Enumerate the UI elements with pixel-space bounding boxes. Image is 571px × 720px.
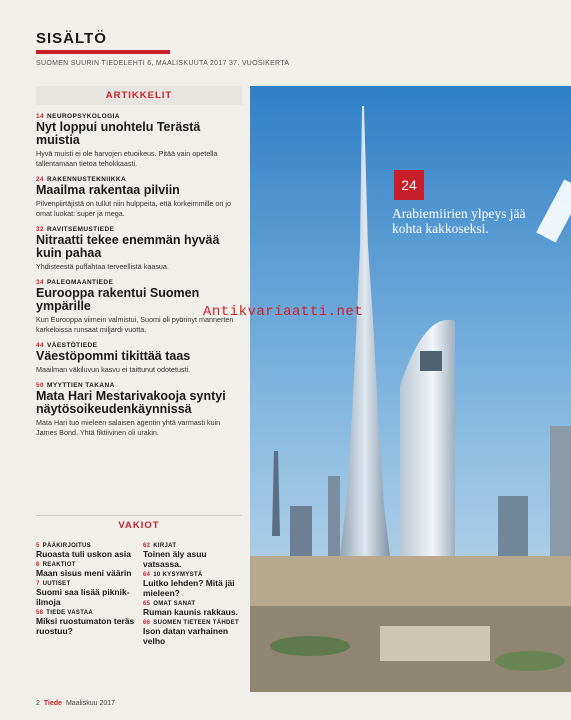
article-category-label: PALEOMAANTIEDE [47, 279, 114, 286]
article-title: Nyt loppui unohtelu Terästä muistia [36, 120, 201, 147]
photo-caption: Arabiemiirien ylpeys jää kohta kakkoseksi. [392, 206, 526, 236]
page-header [36, 30, 536, 67]
article-page-number: 14 [36, 113, 45, 120]
vakiot-category-label: SUOMEN TIETEEN TÄHDET [153, 620, 239, 626]
vakiot-entry [36, 562, 135, 578]
title-underline [36, 50, 170, 54]
article-description: Maailman väkiluvun kasvu ei taittunut odotetusti. [36, 365, 191, 374]
article-description: Pilvenpiirtäjistä on tullut niin hulppeita, että korkeimmille on jo omat luokat: super ja mega. [36, 199, 231, 218]
masthead-subtitle: SUOMEN SUURIN TIEDELEHTI 6, MAALISKUUTA 2017 37. VUOSIKERTA [36, 60, 290, 67]
vakiot-section [36, 515, 242, 649]
article-title: Mata Hari Mestarivakooja syntyi näytösoikeudenkäynnissä [36, 389, 226, 416]
page-reference-badge: 24 [394, 170, 424, 200]
vakiot-page-number: 64 [143, 572, 151, 578]
vakiot-page-number: 65 [143, 601, 151, 607]
vakiot-entry [143, 620, 242, 646]
page-number: 2 [36, 700, 40, 707]
vakiot-entry [36, 610, 135, 636]
vakiot-category-label: OMAT SANAT [153, 601, 196, 607]
article-category [36, 176, 242, 183]
skyline-photo [250, 86, 571, 692]
article-category-label: RAVITSEMUSTIEDE [47, 226, 115, 233]
article-page-number: 32 [36, 226, 45, 233]
vakiot-title: Toinen äly asuu vatsassa. [143, 549, 207, 569]
page-title: SISÄLTÖ [36, 30, 107, 47]
article-category [36, 113, 242, 120]
articles-list [36, 113, 242, 438]
article-entry [36, 176, 242, 219]
vakiot-title: Miksi ruostumaton teräs ruostuu? [36, 616, 135, 636]
vakiot-category-label: PÄÄKIRJOITUS [42, 543, 91, 549]
articles-heading: ARTIKKELIT [36, 86, 242, 105]
article-page-number: 34 [36, 279, 45, 286]
watermark: Antikvariaatti.net [203, 304, 364, 320]
article-category [36, 382, 242, 389]
vakiot-heading: VAKIOT [36, 515, 242, 535]
vakiot-category-label: REAKTIOT [42, 562, 76, 568]
article-title: Nitraatti tekee enemmän hyvää kuin pahaa [36, 233, 220, 260]
vakiot-page-number: 66 [143, 620, 151, 626]
vakiot-page-number: 7 [36, 581, 40, 587]
article-entry [36, 382, 242, 438]
vakiot-title: Luitko lehden? Mitä jäi mieleen? [143, 578, 235, 598]
article-page-number: 50 [36, 382, 45, 389]
vakiot-entry [36, 581, 135, 607]
article-title: Eurooppa rakentui Suomen ympärille [36, 286, 200, 313]
article-page-number: 44 [36, 342, 45, 349]
vakiot-page-number: 5 [36, 543, 40, 549]
vakiot-title: Suomi saa lisää piknik-ilmoja [36, 587, 130, 607]
vakiot-page-number: 6 [36, 562, 40, 568]
vakiot-entry [36, 543, 135, 559]
article-description: Hyvä muisti ei ole harvojen etuoikeus. Pitää vain opetella tallentamaan tietoa tehokkaasti. [36, 149, 218, 168]
vakiot-title: Ruoasta tuli uskon asia [36, 549, 131, 559]
vakiot-column-left [36, 543, 135, 649]
article-entry [36, 226, 242, 272]
article-category-label: NEUROPSYKOLOGIA [47, 113, 120, 120]
vakiot-category-label: 10 KYSYMYSTÄ [153, 572, 203, 578]
article-category-label: RAKENNUSTEKNIIKKA [47, 176, 127, 183]
vakiot-category-label: KIRJAT [153, 543, 177, 549]
vakiot-page-number: 62 [143, 543, 151, 549]
article-description: Mata Hari tuo mieleen salaisen agentin yhtä varmasti kuin James Bond. Yhtä fiktiivinen oli urakin. [36, 418, 221, 437]
vakiot-entry [143, 601, 242, 617]
vakiot-page-number: 58 [36, 610, 44, 616]
vakiot-entry [143, 572, 242, 598]
page-footer [36, 700, 115, 707]
article-page-number: 24 [36, 176, 45, 183]
article-category-label: MYYTTIEN TAKANA [47, 382, 115, 389]
article-title: Maailma rakentaa pilviin [36, 183, 180, 197]
footer-issue: Maaliskuu 2017 [65, 700, 115, 707]
article-entry [36, 342, 242, 375]
articles-section [36, 86, 242, 445]
article-entry [36, 113, 242, 169]
article-category [36, 226, 242, 233]
article-description: Yhdisteestä puffahtaa terveellistä kaasua. [36, 262, 169, 271]
article-category-label: VÄESTÖTIEDE [47, 342, 98, 349]
vakiot-entry [143, 543, 242, 569]
article-title: Väestöpommi tikittää taas [36, 349, 191, 363]
vakiot-title: Ruman kaunis rakkaus. [143, 607, 238, 617]
vakiot-category-label: UUTISET [42, 581, 71, 587]
vakiot-column-right [143, 543, 242, 649]
vakiot-category-label: TIEDE VASTAA [46, 610, 93, 616]
article-description: Kun Eurooppa viimein valmistui, Suomi oli pyörinyt mannerten karkeloissa runsaat miljardi vuotta. [36, 315, 234, 334]
article-category [36, 342, 242, 349]
article-category [36, 279, 242, 286]
vakiot-title: Ison datan varhainen velho [143, 626, 229, 646]
vakiot-title: Maan sisus meni väärin [36, 568, 132, 578]
footer-brand: Tiede [43, 700, 63, 707]
